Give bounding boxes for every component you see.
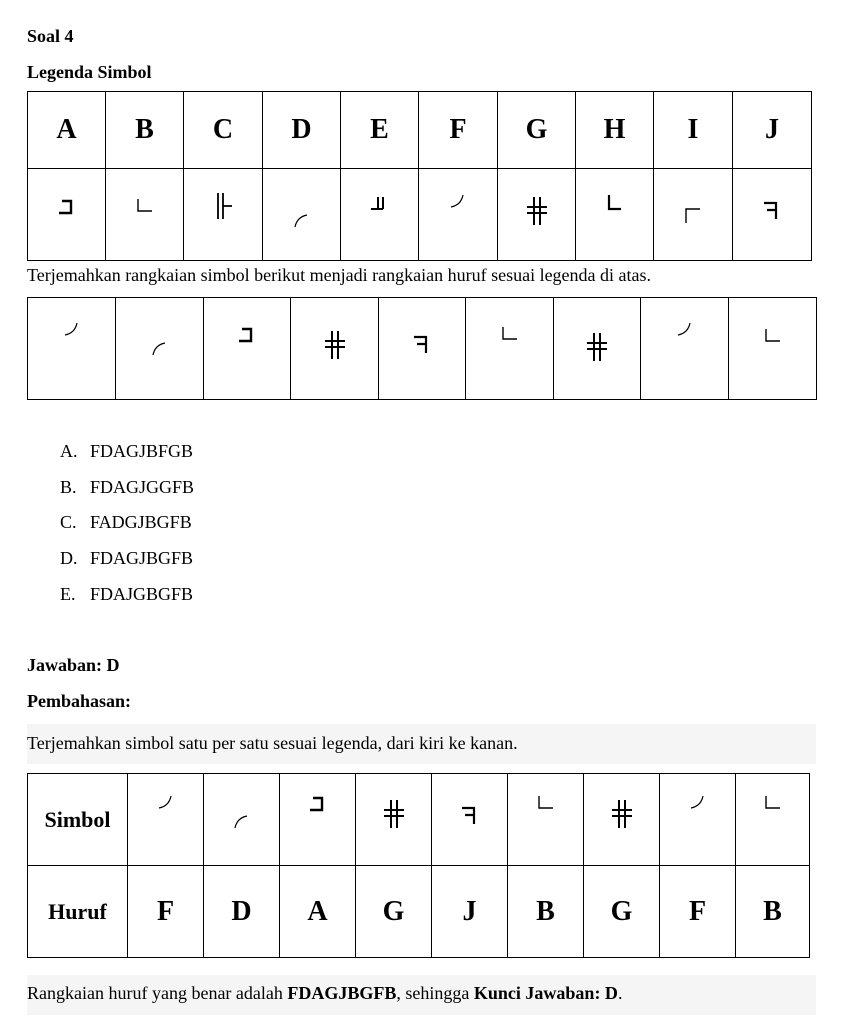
symbol-cell: [419, 169, 498, 261]
answer-letter: D: [204, 866, 280, 958]
double-cross-icon: [524, 193, 550, 227]
corner-bl-thin-icon: [760, 788, 786, 822]
symbol-cell: [498, 169, 576, 261]
legend-letter: H: [576, 92, 654, 169]
option-text: FADGJBGFB: [90, 512, 192, 532]
conclusion-text: Rangkaian huruf yang benar adalah FDAGJBGFB, sehingga Kunci Jawaban: D.: [27, 983, 623, 1003]
double-cross-icon: [584, 329, 610, 363]
answer-letter: F: [660, 866, 736, 958]
corner-bl-thin-icon: [760, 321, 786, 355]
symbol-cell: [341, 169, 419, 261]
legend-letter: B: [106, 92, 184, 169]
symbol-cell: [28, 169, 106, 261]
conclusion-key: Kunci Jawaban: D: [473, 983, 618, 1003]
symbol-cell: [184, 169, 263, 261]
corner-br-icon: [305, 788, 331, 822]
option-label: A.: [60, 441, 78, 461]
symbol-cell: [554, 298, 641, 400]
symbol-cell: [379, 298, 466, 400]
symbol-cell: [263, 169, 341, 261]
symbol-cell: [584, 774, 660, 866]
symbol-cell: [291, 298, 379, 400]
symbol-cell: [729, 298, 817, 400]
option-label: C.: [60, 512, 77, 532]
conclusion-sequence: FDAGJBGFB: [287, 983, 397, 1003]
double-corner-br-icon: [367, 189, 393, 223]
arc-close-icon: [685, 788, 711, 822]
symbol-cell: [641, 298, 729, 400]
option-b[interactable]: [60, 476, 194, 498]
symbol-cell: [733, 169, 812, 261]
corner-bl-thin-icon: [497, 319, 523, 353]
corner-br-icon: [54, 191, 80, 225]
symbol-cell: [508, 774, 584, 866]
answer-letter: A: [280, 866, 356, 958]
arc-close-icon: [153, 788, 179, 822]
discussion-intro: Terjemahkan simbol satu per satu sesuai legenda, dari kiri ke kanan.: [27, 733, 518, 753]
answer-letter: G: [356, 866, 432, 958]
option-label: D.: [60, 548, 78, 568]
answer-letter: B: [736, 866, 810, 958]
instruction-text: Terjemahkan rangkaian simbol berikut menjadi rangkaian huruf sesuai legenda di atas.: [27, 265, 652, 285]
legend-title: Legenda Simbol: [27, 62, 152, 82]
corner-tr-icon: [759, 195, 785, 229]
double-bar-tee-icon: [210, 189, 236, 223]
legend-table: [27, 91, 812, 261]
arc-close-icon: [445, 187, 471, 221]
symbol-cell: [106, 169, 184, 261]
arc-open-icon: [289, 201, 315, 235]
arc-close-icon: [59, 315, 85, 349]
corner-br-icon: [234, 319, 260, 353]
symbol-cell: [204, 298, 291, 400]
option-e[interactable]: [60, 583, 193, 605]
arc-close-icon: [672, 315, 698, 349]
symbol-cell: [736, 774, 810, 866]
double-cross-icon: [381, 796, 407, 830]
symbol-cell: [576, 169, 654, 261]
option-text: FDAGJBFGB: [90, 441, 194, 461]
question-number: Soal 4: [27, 26, 74, 46]
option-text: FDAGJGGFB: [90, 477, 195, 497]
answer-letter: J: [432, 866, 508, 958]
symbol-cell: [28, 298, 116, 400]
corner-tr-icon: [409, 329, 435, 363]
symbol-cell: [204, 774, 280, 866]
option-c[interactable]: [60, 511, 192, 533]
answer-letter: G: [584, 866, 660, 958]
double-cross-icon: [322, 327, 348, 361]
symbol-cell: [356, 774, 432, 866]
legend-letter: J: [733, 92, 812, 169]
row-header-huruf: Huruf: [28, 866, 128, 958]
corner-bl-thin-icon: [132, 191, 158, 225]
symbol-cell: [466, 298, 554, 400]
discussion-title: Pembahasan:: [27, 691, 132, 711]
answer-letter: B: [508, 866, 584, 958]
row-header-simbol: Simbol: [28, 774, 128, 866]
corner-tr-icon: [457, 800, 483, 834]
legend-letter: E: [341, 92, 419, 169]
double-cross-icon: [609, 796, 635, 830]
symbol-cell: [654, 169, 733, 261]
arc-open-icon: [147, 329, 173, 363]
option-label: E.: [60, 584, 76, 604]
legend-letter: G: [498, 92, 576, 169]
legend-letter: I: [654, 92, 733, 169]
corner-bl-thin-icon: [533, 788, 559, 822]
answer-label: Jawaban: D: [27, 655, 120, 675]
symbol-cell: [280, 774, 356, 866]
symbol-cell: [128, 774, 204, 866]
option-text: FDAGJBGFB: [90, 548, 194, 568]
option-label: B.: [60, 477, 77, 497]
corner-tl-icon: [680, 201, 706, 235]
corner-bl-icon: [602, 189, 628, 223]
sequence-table: [27, 297, 817, 400]
legend-letter: A: [28, 92, 106, 169]
symbol-cell: [660, 774, 736, 866]
answer-letter: F: [128, 866, 204, 958]
option-d[interactable]: [60, 547, 193, 569]
symbol-cell: [432, 774, 508, 866]
answer-table: [27, 773, 810, 958]
symbol-cell: [116, 298, 204, 400]
legend-letter: F: [419, 92, 498, 169]
arc-open-icon: [229, 802, 255, 836]
legend-letter: C: [184, 92, 263, 169]
legend-letter: D: [263, 92, 341, 169]
option-a[interactable]: [60, 440, 193, 462]
option-text: FDAJGBGFB: [90, 584, 194, 604]
